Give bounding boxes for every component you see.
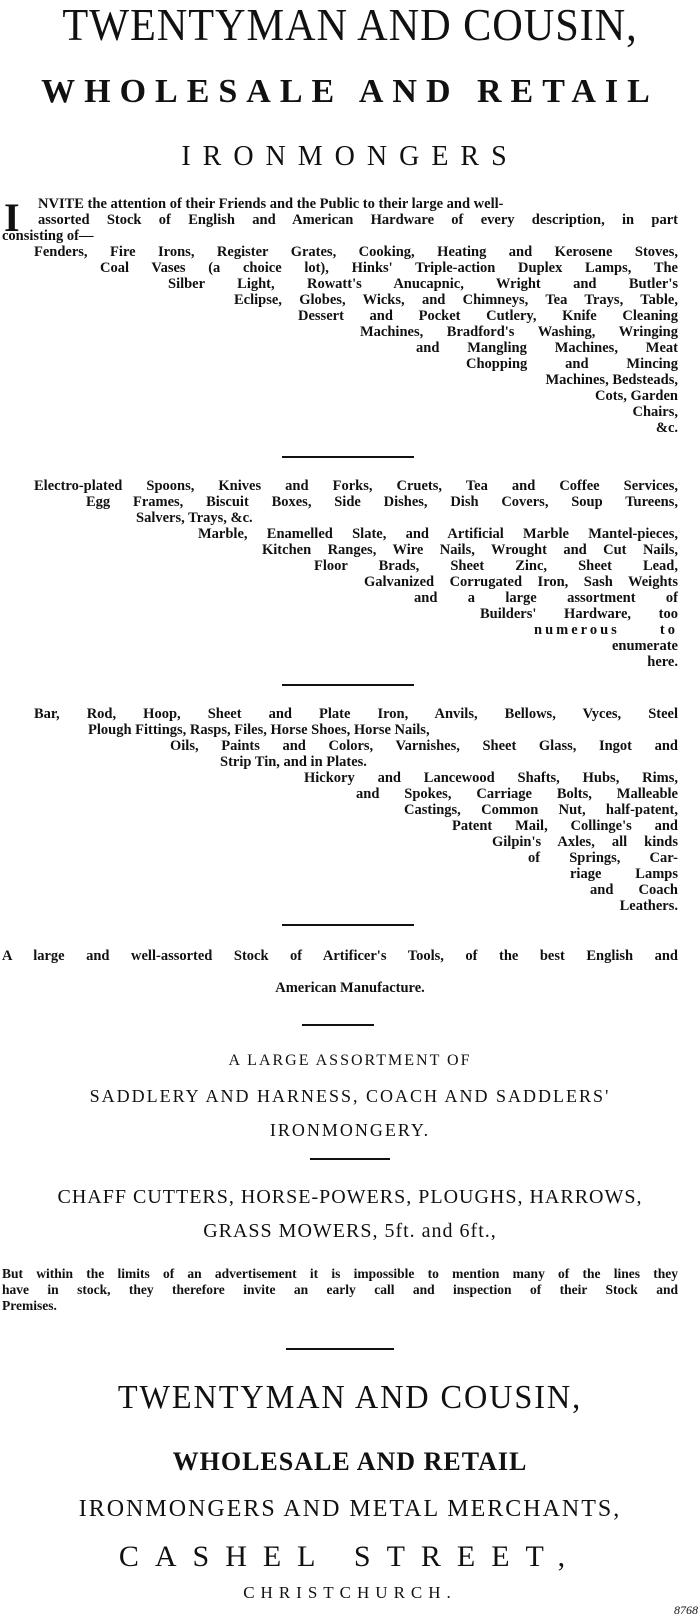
saddlery-line: IRONMONGERY. (269, 1120, 431, 1140)
firm-name-heading: TWENTYMAN AND COUSIN, (62, 0, 638, 50)
list-line: Oils, Paints and Colors, Varnishes, Sheet Glass, Ingot and (170, 738, 678, 754)
tools-line: American Manufacture. (275, 980, 425, 996)
list-line: riage Lamps (570, 866, 678, 882)
list-line: and Coach (590, 882, 678, 898)
intro-line: NVITE the attention of their Friends and the Public to their large and well- (38, 196, 504, 212)
kind-heading: IRONMONGERS (181, 141, 519, 172)
list-line: Salvers, Trays, &c. (136, 510, 253, 526)
list-line: Galvanized Corrugated Iron, Sash Weights (364, 574, 678, 590)
list-line: Coal Vases (a choice lot), Hinks' Triple-action Duplex Lamps, The (100, 260, 678, 276)
tools-line: A large and well-assorted Stock of Artificer's Tools, of the best English and (2, 948, 678, 964)
list-line: Patent Mail, Collinge's and (452, 818, 678, 834)
drop-cap: I (4, 195, 20, 240)
list-line: Kitchen Ranges, Wire Nails, Wrought and Cut Nails, (262, 542, 678, 558)
list-line: Dessert and Pocket Cutlery, Knife Cleaning (298, 308, 678, 324)
list-line: Cots, Garden (595, 388, 678, 404)
footer-kind: IRONMONGERS AND METAL MERCHANTS, (78, 1496, 622, 1522)
list-line: Chairs, (632, 404, 678, 420)
list-line: Floor Brads, Sheet Zinc, Sheet Lead, (314, 558, 678, 574)
list-line: Builders' Hardware, too (480, 606, 678, 622)
footer-city: CHRISTCHURCH. (243, 1583, 457, 1602)
closing-line: have in stock, they therefore invite an early call and inspection of their Stock and (2, 1282, 678, 1297)
divider-rule (302, 1024, 374, 1026)
closing-line: But within the limits of an advertisement it is impossible to mention many of the lines they (2, 1266, 678, 1281)
list-line: Chopping and Mincing (466, 356, 678, 372)
divider-rule (310, 1158, 390, 1160)
list-line: Machines, Bradford's Washing, Wringing (360, 324, 678, 340)
list-line: Electro-plated Spoons, Knives and Forks, Cruets, Tea and Coffee Services, (34, 478, 678, 494)
list-line: enumerate (611, 638, 678, 654)
list-line: Hickory and Lancewood Shafts, Hubs, Rims, (304, 770, 678, 786)
footer-street: CASHEL STREET, (118, 1540, 582, 1573)
list-line: here. (647, 654, 678, 670)
list-line: Silber Light, Rowatt's Anucapnic, Wright and Butler's (168, 276, 678, 292)
list-line: Eclipse, Globes, Wicks, and Chimneys, Tea Trays, Table, (234, 292, 678, 308)
divider-rule (282, 684, 414, 686)
list-line: Gilpin's Axles, all kinds (492, 834, 678, 850)
list-line: Plough Fittings, Rasps, Files, Horse Shoes, Horse Nails, (88, 722, 430, 738)
saddlery-line: A LARGE ASSORTMENT OF (228, 1052, 472, 1069)
list-line: &c. (655, 420, 678, 436)
footer-firm-name: TWENTYMAN AND COUSIN, (117, 1379, 583, 1416)
intro-line: consisting of— (2, 228, 94, 244)
chaff-line: CHAFF CUTTERS, HORSE-POWERS, PLOUGHS, HARROWS, (57, 1186, 643, 1208)
list-line: Castings, Common Nut, half-patent, (404, 802, 678, 818)
list-line: and a large assortment of (414, 590, 678, 606)
list-line: Marble, Enamelled Slate, and Artificial Marble Mantel-pieces, (198, 526, 678, 542)
ad-code: 8768 (674, 1603, 698, 1617)
list-line: Bar, Rod, Hoop, Sheet and Plate Iron, Anvils, Bellows, Vyces, Steel (34, 706, 678, 722)
list-line: Leathers. (619, 898, 678, 914)
divider-rule (286, 1348, 394, 1350)
trade-heading: WHOLESALE AND RETAIL (41, 73, 659, 110)
list-line: and Spokes, Carriage Bolts, Malleable (356, 786, 678, 802)
list-line: Fenders, Fire Irons, Register Grates, Cooking, Heating and Kerosene Stoves, (34, 244, 678, 260)
saddlery-line: SADDLERY AND HARNESS, COACH AND SADDLERS' (89, 1086, 611, 1106)
footer-trade: WHOLESALE AND RETAIL (172, 1447, 528, 1476)
closing-line: Premises. (2, 1298, 57, 1313)
divider-rule (282, 456, 414, 458)
list-line: Strip Tin, and in Plates. (220, 754, 367, 770)
divider-rule (282, 924, 414, 926)
chaff-line: GRASS MOWERS, 5ft. and 6ft., (203, 1220, 497, 1242)
list-line: Machines, Bedsteads, (545, 372, 678, 388)
list-line: numerous to (534, 622, 678, 638)
list-line: Egg Frames, Biscuit Boxes, Side Dishes, Dish Covers, Soup Tureens, (86, 494, 678, 510)
list-line: of Springs, Car- (528, 850, 678, 866)
list-line: and Mangling Machines, Meat (416, 340, 678, 356)
intro-line: assorted Stock of English and American Hardware of every description, in part (38, 212, 678, 228)
